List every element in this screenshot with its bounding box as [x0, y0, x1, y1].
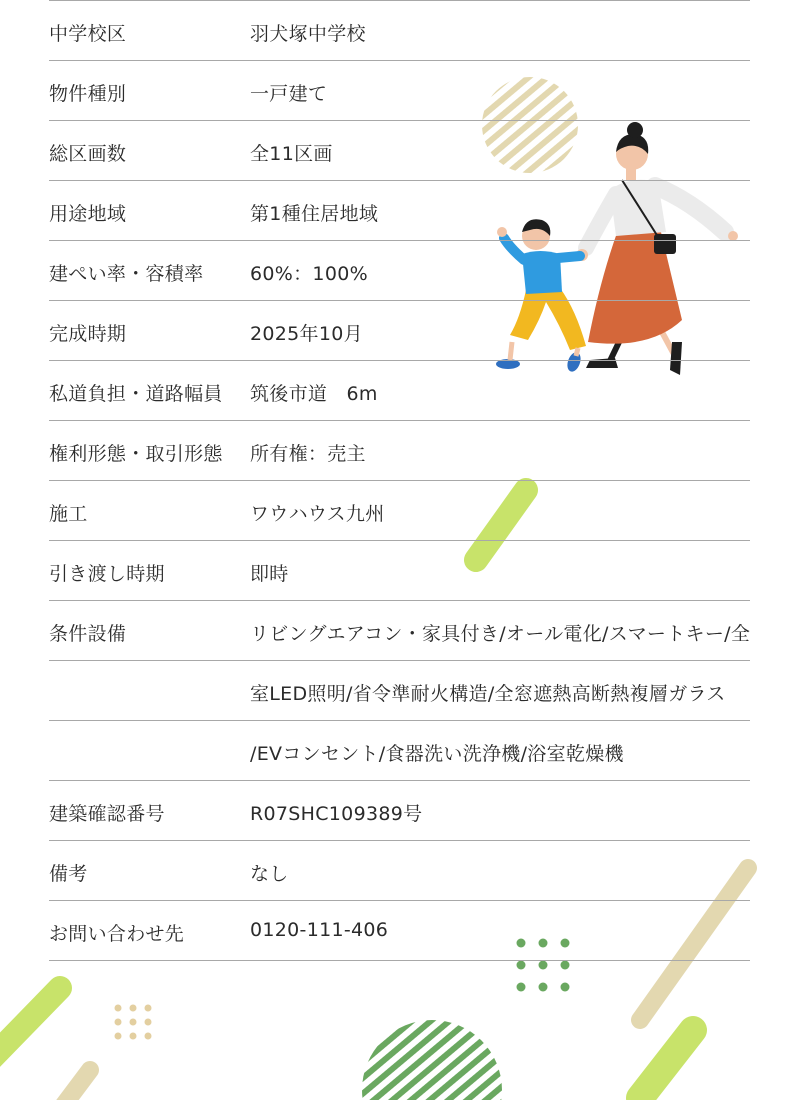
green-striped-half-circle [362, 1020, 502, 1100]
row-label: お問い合わせ先 [49, 923, 185, 945]
table-row [49, 121, 750, 181]
row-value: R07SHC109389号 [250, 803, 423, 825]
row-value: /EVコンセント/食器洗い洗浄機/浴室乾燥機 [250, 743, 624, 765]
row-value: 2025年10月 [250, 323, 363, 345]
row-label: 施工 [49, 503, 88, 525]
table-row [49, 1, 750, 61]
row-value: 即時 [250, 563, 289, 585]
row-value: 全11区画 [250, 143, 333, 165]
row-label: 建ぺい率・容積率 [49, 263, 204, 285]
beige-dot-grid [115, 1005, 152, 1040]
row-label: 引き渡し時期 [49, 563, 165, 585]
row-value: 一戸建て [250, 83, 328, 105]
row-value: 所有権：売主 [250, 443, 366, 465]
row-value: 筑後市道 6m [250, 383, 378, 405]
table-row [49, 361, 750, 421]
table-row [49, 721, 750, 781]
row-value: なし [250, 863, 289, 885]
property-info-table [49, 0, 750, 961]
table-row [49, 481, 750, 541]
row-value: 0120-111-406 [250, 919, 389, 941]
table-row [49, 901, 750, 961]
row-value: ワウハウス九州 [250, 503, 385, 525]
lime-bar-decoration-bottom [640, 1030, 693, 1098]
row-value: 羽犬塚中学校 [250, 23, 366, 45]
row-value: 60%：100% [250, 263, 368, 285]
lime-bar-decoration-left [0, 988, 60, 1060]
row-label: 完成時期 [49, 323, 127, 345]
table-row [49, 301, 750, 361]
table-row [49, 841, 750, 901]
row-label: 権利形態・取引形態 [49, 443, 223, 465]
table-row [49, 541, 750, 601]
row-label: 備考 [49, 863, 88, 885]
row-label: 中学校区 [49, 23, 127, 45]
row-label: 総区画数 [49, 143, 127, 165]
row-label: 私道負担・道路幅員 [49, 383, 223, 405]
table-row [49, 241, 750, 301]
beige-bar-decoration-left [60, 1070, 90, 1100]
table-row [49, 181, 750, 241]
table-row [49, 601, 750, 661]
row-value: 第1種住居地域 [250, 203, 379, 225]
table-row [49, 661, 750, 721]
table-row [49, 421, 750, 481]
row-value: リビングエアコン・家具付き/オール電化/スマートキー/全 [250, 623, 751, 645]
table-row [49, 781, 750, 841]
row-label: 条件設備 [49, 623, 127, 645]
row-label: 建築確認番号 [49, 803, 165, 825]
table-row [49, 61, 750, 121]
row-label: 用途地域 [49, 203, 127, 225]
row-label: 物件種別 [49, 83, 127, 105]
row-value: 室LED照明/省令準耐火構造/全窓遮熱高断熱複層ガラス [250, 683, 726, 705]
